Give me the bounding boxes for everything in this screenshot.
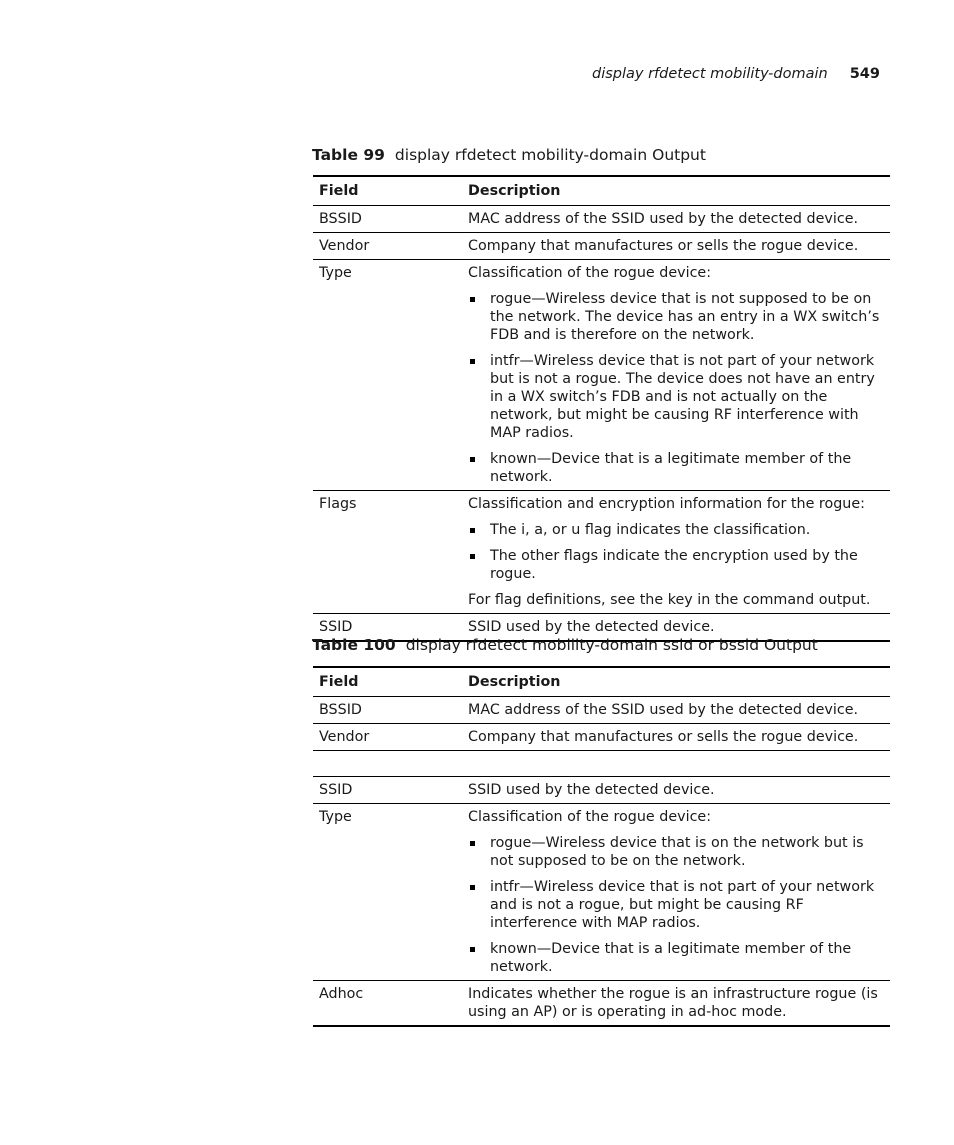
field-cell: SSID <box>313 614 462 642</box>
page-number: 549 <box>849 66 880 82</box>
bullet-list <box>468 521 886 583</box>
bullet-icon <box>470 554 475 559</box>
field-cell <box>313 751 462 777</box>
table-99-caption <box>312 146 706 164</box>
description-cell <box>462 804 890 981</box>
field-cell: Vendor <box>313 724 462 751</box>
field-cell: Adhoc <box>313 981 462 1027</box>
table-99-title: display rfdetect mobility-domain Output <box>394 146 706 164</box>
col-field-header: Field <box>313 176 462 206</box>
description-cell: MAC address of the SSID used by the detected device. <box>462 206 890 233</box>
description-text: Classification and encryption information for the rogue: <box>468 496 865 512</box>
table-100-title: display rfdetect mobility-domain ssid or bssid Output <box>405 636 818 654</box>
bullet-item <box>468 878 886 932</box>
field-cell: Type <box>313 804 462 981</box>
table-row <box>313 260 890 491</box>
bullet-item <box>468 834 886 870</box>
bullet-text: rogue—Wireless device that is not supposed to be on the network. The device has an entry in a WX switch’s FDB and is therefore on the network. <box>490 291 880 343</box>
bullet-list <box>468 834 886 976</box>
description-cell: SSID used by the detected device. <box>462 614 890 642</box>
bullet-icon <box>470 528 475 533</box>
table-99-number: Table 99 <box>312 146 385 164</box>
description-cell: Company that manufactures or sells the rogue device. <box>462 233 890 260</box>
bullet-text: known—Device that is a legitimate member of the network. <box>490 941 852 975</box>
description-cell <box>462 491 890 614</box>
table-100 <box>313 666 890 1027</box>
description-text: Classification of the rogue device: <box>468 265 712 281</box>
bullet-text: intfr—Wireless device that is not part of your network and is not a rogue, but might be causing RF interference with MAP radios. <box>490 879 875 931</box>
field-cell: Flags <box>313 491 462 614</box>
description-cell <box>462 751 890 777</box>
bullet-item <box>468 352 886 442</box>
table-100-caption <box>312 636 818 654</box>
field-cell: SSID <box>313 777 462 804</box>
bullet-text: rogue—Wireless device that is on the network but is not supposed to be on the network. <box>490 835 864 869</box>
bullet-item <box>468 547 886 583</box>
table-row <box>313 233 890 260</box>
table-row-empty <box>313 751 890 777</box>
bullet-text: known—Device that is a legitimate member of the network. <box>490 451 852 485</box>
table-row <box>313 697 890 724</box>
bullet-text: The other flags indicate the encryption used by the rogue. <box>490 548 858 582</box>
table-header-row <box>313 176 890 206</box>
bullet-icon <box>470 841 475 846</box>
bullet-text: The i, a, or u flag indicates the classification. <box>490 522 811 538</box>
bullet-list <box>468 290 886 486</box>
bullet-icon <box>470 947 475 952</box>
field-cell: BSSID <box>313 697 462 724</box>
running-head <box>592 66 880 82</box>
table-row <box>313 724 890 751</box>
bullet-icon <box>470 457 475 462</box>
table-row <box>313 491 890 614</box>
field-cell: Vendor <box>313 233 462 260</box>
description-cell: SSID used by the detected device. <box>462 777 890 804</box>
bullet-item <box>468 940 886 976</box>
table-header-row <box>313 667 890 697</box>
col-description-header: Description <box>462 176 890 206</box>
bullet-icon <box>470 297 475 302</box>
table-99 <box>313 175 890 642</box>
description-text: Classification of the rogue device: <box>468 809 712 825</box>
description-note: For flag definitions, see the key in the command output. <box>468 592 871 608</box>
field-cell: Type <box>313 260 462 491</box>
description-cell: MAC address of the SSID used by the detected device. <box>462 697 890 724</box>
description-cell: Indicates whether the rogue is an infrastructure rogue (is using an AP) or is operating in ad-hoc mode. <box>462 981 890 1027</box>
col-description-header: Description <box>462 667 890 697</box>
col-field-header: Field <box>313 667 462 697</box>
bullet-icon <box>470 885 475 890</box>
table-row <box>313 777 890 804</box>
table-row <box>313 981 890 1027</box>
table-row <box>313 804 890 981</box>
bullet-text: intfr—Wireless device that is not part of your network but is not a rogue. The device does not have an entry in a WX switch’s FDB and is not actually on the network, but might be causing RF interference with MAP radios. <box>490 353 875 441</box>
description-cell: Company that manufactures or sells the rogue device. <box>462 724 890 751</box>
description-cell <box>462 260 890 491</box>
bullet-item <box>468 521 886 539</box>
field-cell: BSSID <box>313 206 462 233</box>
table-row <box>313 206 890 233</box>
section-title: display rfdetect mobility-domain <box>591 66 828 82</box>
table-100-number: Table 100 <box>312 636 396 654</box>
bullet-icon <box>470 359 475 364</box>
bullet-item <box>468 290 886 344</box>
bullet-item <box>468 450 886 486</box>
